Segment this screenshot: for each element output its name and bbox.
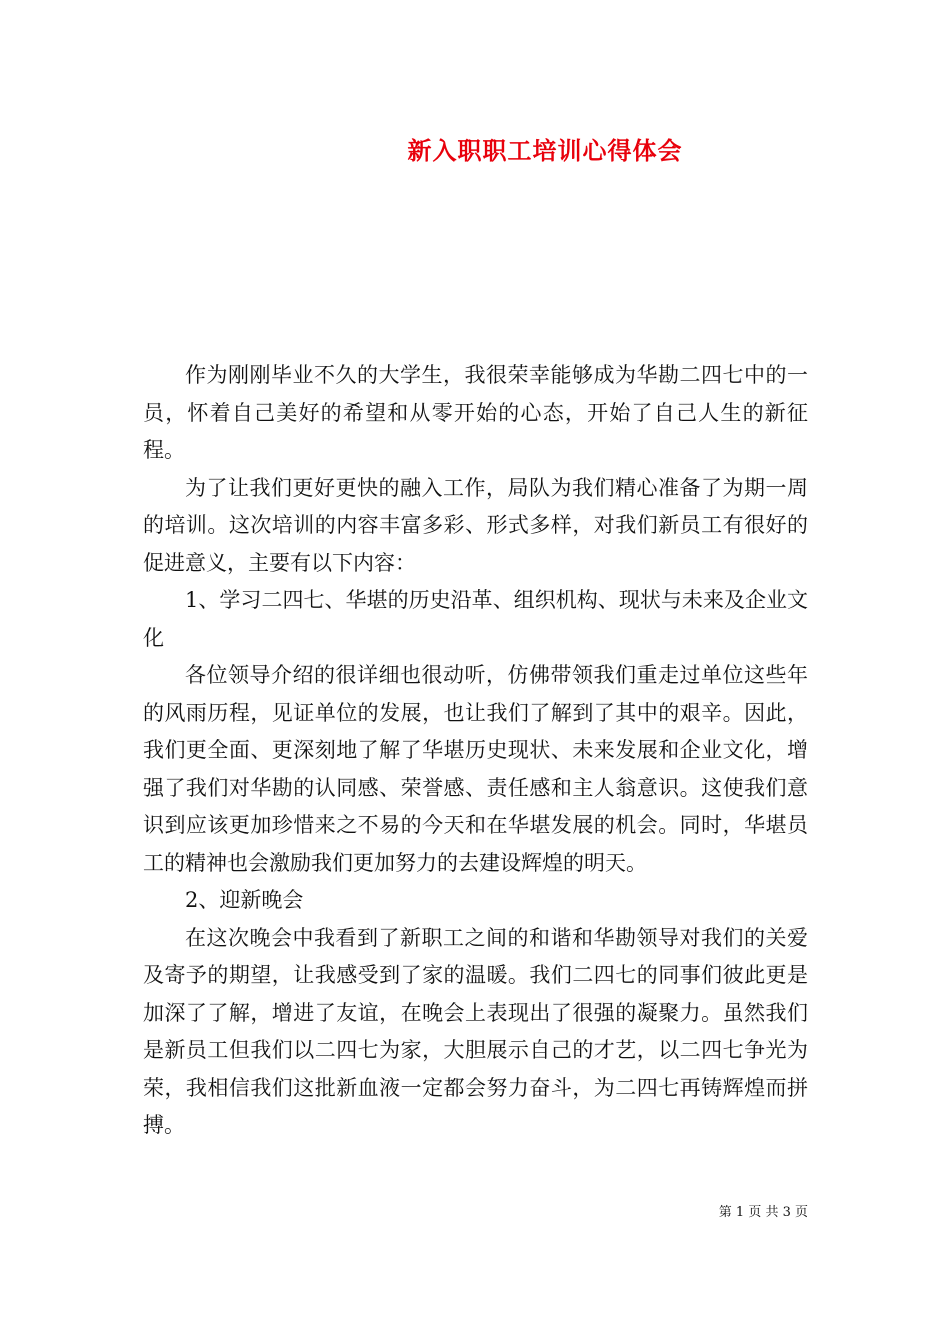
page-number-footer: 第 1 页 共 3 页 — [718, 1205, 808, 1220]
paragraph-history: 各位领导介绍的很详细也很动听，仿佛带领我们重走过单位这些年的风雨历程，见证单位的发展，也让我们了解到了其中的艰辛。因此，我们更全面、更深刻地了解了华堪历史现状、未来发展和企业文化，增强了我们对华勘的认同感、荣誉感、责任感和主人翁意识。这使我们意识到应该更加珍惜来之不易的今天和在华堪发展的机会。同时，华堪员工的精神也会激励我们更加努力的去建设辉煌的明天。 — [143, 663, 808, 875]
section-heading-welcome-party: 2、迎新晚会 — [185, 888, 304, 912]
paragraph-intro: 作为刚刚毕业不久的大学生，我很荣幸能够成为华勘二四七中的一员，怀着自己美好的希望和从零开始的心态，开始了自己人生的新征程。 — [143, 363, 808, 462]
document-body — [143, 357, 808, 1145]
paragraph-welcome-party: 在这次晚会中我看到了新职工之间的和谐和华勘领导对我们的关爱及寄予的期望，让我感受到了家的温暖。我们二四七的同事们彼此更是加深了了解，增进了友谊，在晚会上表现出了很强的凝聚力。虽然我们是新员工但我们以二四七为家，大胆展示自己的才艺，以二四七争光为荣，我相信我们这批新血液一定都会努力奋斗，为二四七再铸辉煌而拼搏。 — [143, 925, 808, 1137]
paragraph-training-overview: 为了让我们更好更快的融入工作，局队为我们精心准备了为期一周的培训。这次培训的内容丰富多彩、形式多样，对我们新员工有很好的促进意义，主要有以下内容： — [143, 475, 808, 575]
section-heading-history: 1、学习二四七、华堪的历史沿革、组织机构、现状与未来及企业文化 — [143, 588, 808, 650]
document-title: 新入职职工培训心得体会 — [407, 136, 683, 165]
